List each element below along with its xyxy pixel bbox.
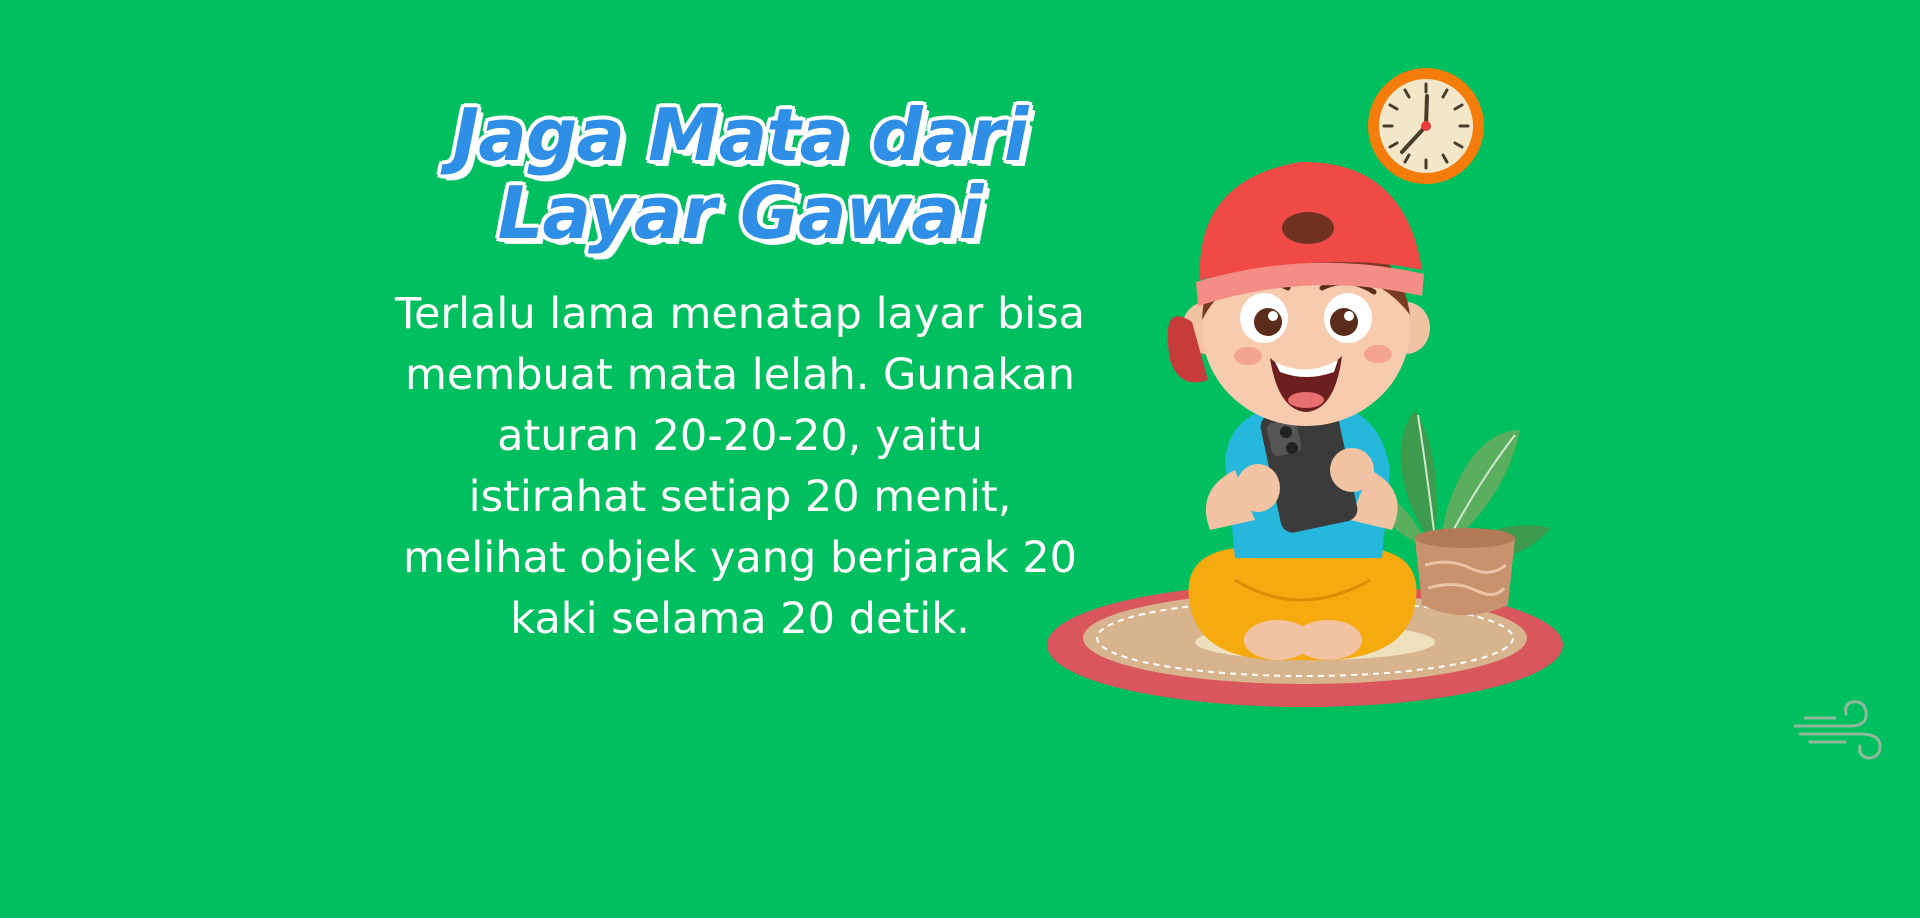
body-line: istirahat setiap 20 menit, (468, 472, 1012, 522)
body-line: membuat mata lelah. Gunakan (405, 350, 1075, 400)
wind-icon (1790, 688, 1890, 768)
wall-clock-icon (1368, 68, 1484, 184)
title-line-2: Layar Gawai (497, 171, 983, 255)
boy-with-phone-illustration (1030, 60, 1590, 720)
body-line: melihat objek yang berjarak 20 (403, 533, 1077, 583)
body-line: Terlalu lama menatap layar bisa (394, 289, 1085, 339)
page-title (380, 93, 1100, 255)
boy-legs (1188, 548, 1416, 660)
body-line: kaki selama 20 detik. (510, 594, 970, 644)
body-line: aturan 20-20-20, yaitu (497, 411, 983, 461)
body-paragraph (370, 284, 1110, 650)
title-line-1: Jaga Mata dari (452, 93, 1028, 177)
